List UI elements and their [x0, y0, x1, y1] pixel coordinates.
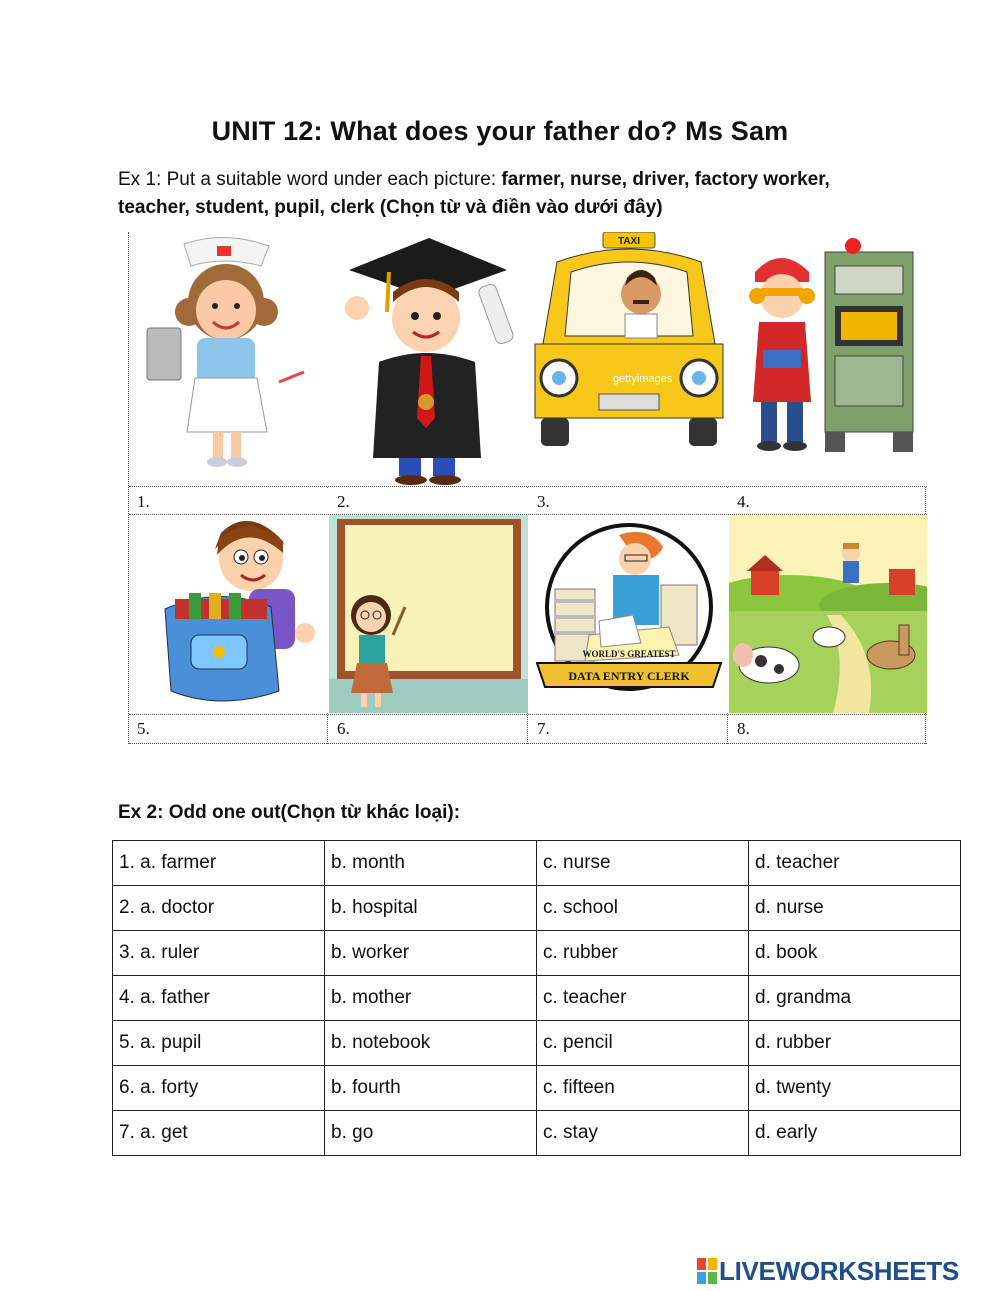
picture-cell-6	[329, 515, 528, 744]
table-cell: 2. a. doctor	[113, 886, 325, 931]
picture-number: 6.	[337, 719, 350, 738]
picture-number: 4.	[737, 492, 750, 511]
driver-picture	[529, 232, 728, 486]
factory-worker-picture	[729, 232, 928, 486]
table-cell: c. pencil	[537, 1021, 749, 1066]
table-cell: d. grandma	[749, 976, 961, 1021]
picture-cell-7	[529, 515, 728, 744]
table-cell: d. teacher	[749, 841, 961, 886]
table-cell: d. early	[749, 1111, 961, 1156]
table-cell: 3. a. ruler	[113, 931, 325, 976]
picture-cell-4	[729, 232, 928, 511]
table-row	[113, 931, 961, 976]
table-row	[113, 976, 961, 1021]
picture-cell-2	[329, 232, 528, 511]
table-cell: d. book	[749, 931, 961, 976]
picture-cell-5	[129, 515, 328, 744]
table-cell: 7. a. get	[113, 1111, 325, 1156]
page-title: UNIT 12: What does your father do? Ms Sam	[211, 116, 789, 146]
table-cell: c. fifteen	[537, 1066, 749, 1111]
watermark-text: gettyimages	[613, 373, 673, 385]
table-cell: d. rubber	[749, 1021, 961, 1066]
clerk-picture	[529, 515, 728, 713]
exercise-1-word-list: farmer, nurse, driver, factory worker, teacher, student, pupil, clerk (Chọn từ và điền vào dưới đây)	[118, 169, 830, 218]
table-cell: b. fourth	[325, 1066, 537, 1111]
picture-number: 8.	[737, 719, 750, 738]
picture-grid	[128, 232, 926, 744]
nurse-picture	[129, 232, 328, 486]
clerk-banner-bottom: DATA ENTRY CLERK	[568, 669, 690, 683]
picture-cell-3	[529, 232, 728, 511]
picture-number: 3.	[537, 492, 550, 511]
odd-one-out-table	[112, 840, 961, 1156]
table-cell: c. teacher	[537, 976, 749, 1021]
table-row	[113, 841, 961, 886]
table-row	[113, 1066, 961, 1111]
table-cell: b. notebook	[325, 1021, 537, 1066]
exercise-1-instructions	[118, 166, 878, 222]
table-cell: b. worker	[325, 931, 537, 976]
table-cell: b. hospital	[325, 886, 537, 931]
table-cell: d. twenty	[749, 1066, 961, 1111]
table-row	[113, 886, 961, 931]
picture-number: 1.	[137, 492, 150, 511]
student-picture	[329, 232, 528, 486]
pupil-picture	[129, 515, 328, 713]
picture-number: 7.	[537, 719, 550, 738]
table-cell: 4. a. father	[113, 976, 325, 1021]
table-cell: d. nurse	[749, 886, 961, 931]
table-cell: c. stay	[537, 1111, 749, 1156]
picture-cell-1	[129, 232, 328, 511]
table-cell: b. month	[325, 841, 537, 886]
picture-cell-8	[729, 515, 928, 744]
liveworksheets-wordmark: LIVEWORKSHEETS	[719, 1255, 959, 1286]
table-cell: 6. a. forty	[113, 1066, 325, 1111]
farmer-picture	[729, 515, 928, 713]
liveworksheets-brand	[697, 1256, 959, 1286]
table-row	[113, 1111, 961, 1156]
liveworksheets-logo-icon	[697, 1258, 717, 1284]
table-cell: c. nurse	[537, 841, 749, 886]
taxi-sign-text: TAXI	[617, 236, 641, 247]
picture-number: 2.	[337, 492, 350, 511]
table-cell: c. rubber	[537, 931, 749, 976]
exercise-1-prefix: Ex 1: Put a suitable word under each picture:	[118, 169, 502, 190]
table-cell: 5. a. pupil	[113, 1021, 325, 1066]
table-row	[113, 1021, 961, 1066]
table-cell: b. go	[325, 1111, 537, 1156]
clerk-banner-top: WORLD'S GREATEST	[582, 649, 676, 659]
table-cell: b. mother	[325, 976, 537, 1021]
exercise-2-heading: Ex 2: Odd one out(Chọn từ khác loại):	[118, 802, 461, 823]
table-cell: c. school	[537, 886, 749, 931]
table-cell: 1. a. farmer	[113, 841, 325, 886]
teacher-picture	[329, 515, 528, 713]
picture-number: 5.	[137, 719, 150, 738]
